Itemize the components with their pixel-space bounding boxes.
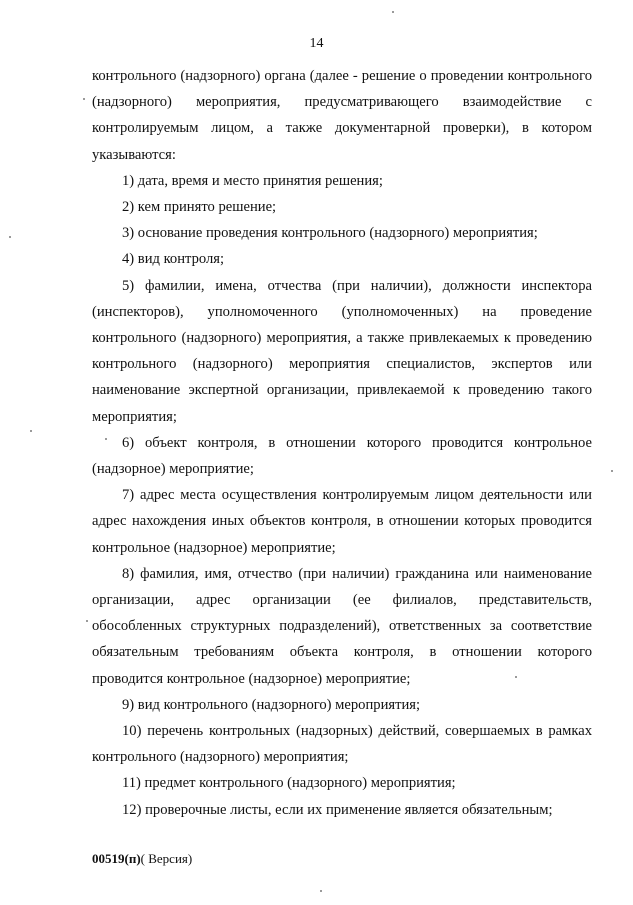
scan-speck xyxy=(611,470,613,472)
paragraph-intro: контрольного (надзорного) органа (далее - решение о проведении контрольного (надзорного) мероприятия, предусматривающего взаимодействие с контролируемым лицом, а также документарной проверки), в котором указываются: xyxy=(92,68,592,163)
list-item-8: 8) фамилия, имя, отчество (при наличии) гражданина или наименование организации, адрес организации (ее филиалов, представительств, обособленных структурных подразделений), ответственных за соответствие обязательным требованиям объекта контроля, в отношении которого проводится контрольное (надзорное) мероприятие; xyxy=(92,565,592,687)
list-item-2: 2) кем принято решение; xyxy=(122,199,277,216)
list-item-9: 9) вид контрольного (надзорного) мероприятия; xyxy=(122,696,421,713)
document-version: ( Версия) xyxy=(140,851,193,866)
document-body xyxy=(92,63,592,823)
scan-speck xyxy=(83,98,85,100)
list-item-5: 5) фамилии, имена, отчества (при наличии), должности инспектора (инспекторов), уполномоченного (уполномоченных) на проведение контрольного (надзорного) мероприятия, а также привлекаемых к проведению контрольного (надзорного) мероприятия специалистов, экспертов или наименование экспертной организации, привлекаемой к проведению такого мероприятия; xyxy=(92,277,592,425)
list-item-11: 11) предмет контрольного (надзорного) мероприятия; xyxy=(122,775,456,792)
list-item-3: 3) основание проведения контрольного (надзорного) мероприятия; xyxy=(122,225,538,242)
scan-speck xyxy=(320,890,322,892)
list-item-10: 10) перечень контрольных (надзорных) действий, совершаемых в рамках контрольного (надзорного) мероприятия; xyxy=(92,723,592,766)
scan-speck xyxy=(9,236,11,238)
scan-speck xyxy=(515,676,517,678)
scan-speck xyxy=(392,11,394,13)
scan-speck xyxy=(105,438,107,440)
list-item-6: 6) объект контроля, в отношении которого проводится контрольное (надзорное) мероприятие; xyxy=(92,434,592,478)
list-item-4: 4) вид контроля; xyxy=(122,251,225,268)
list-item-7: 7) адрес места осуществления контролируемым лицом деятельности или адрес нахождения иных объектов контроля, в отношении которых проводится контрольное (надзорное) мероприятие; xyxy=(92,487,592,556)
page-number: 14 xyxy=(309,36,324,51)
scan-speck xyxy=(30,430,32,432)
scan-speck xyxy=(86,620,88,622)
document-code: 00519(п) xyxy=(92,851,141,866)
list-item-1: 1) дата, время и место принятия решения; xyxy=(122,172,383,189)
list-item-12: 12) проверочные листы, если их применение является обязательным; xyxy=(122,801,553,818)
document-footer xyxy=(92,851,192,867)
